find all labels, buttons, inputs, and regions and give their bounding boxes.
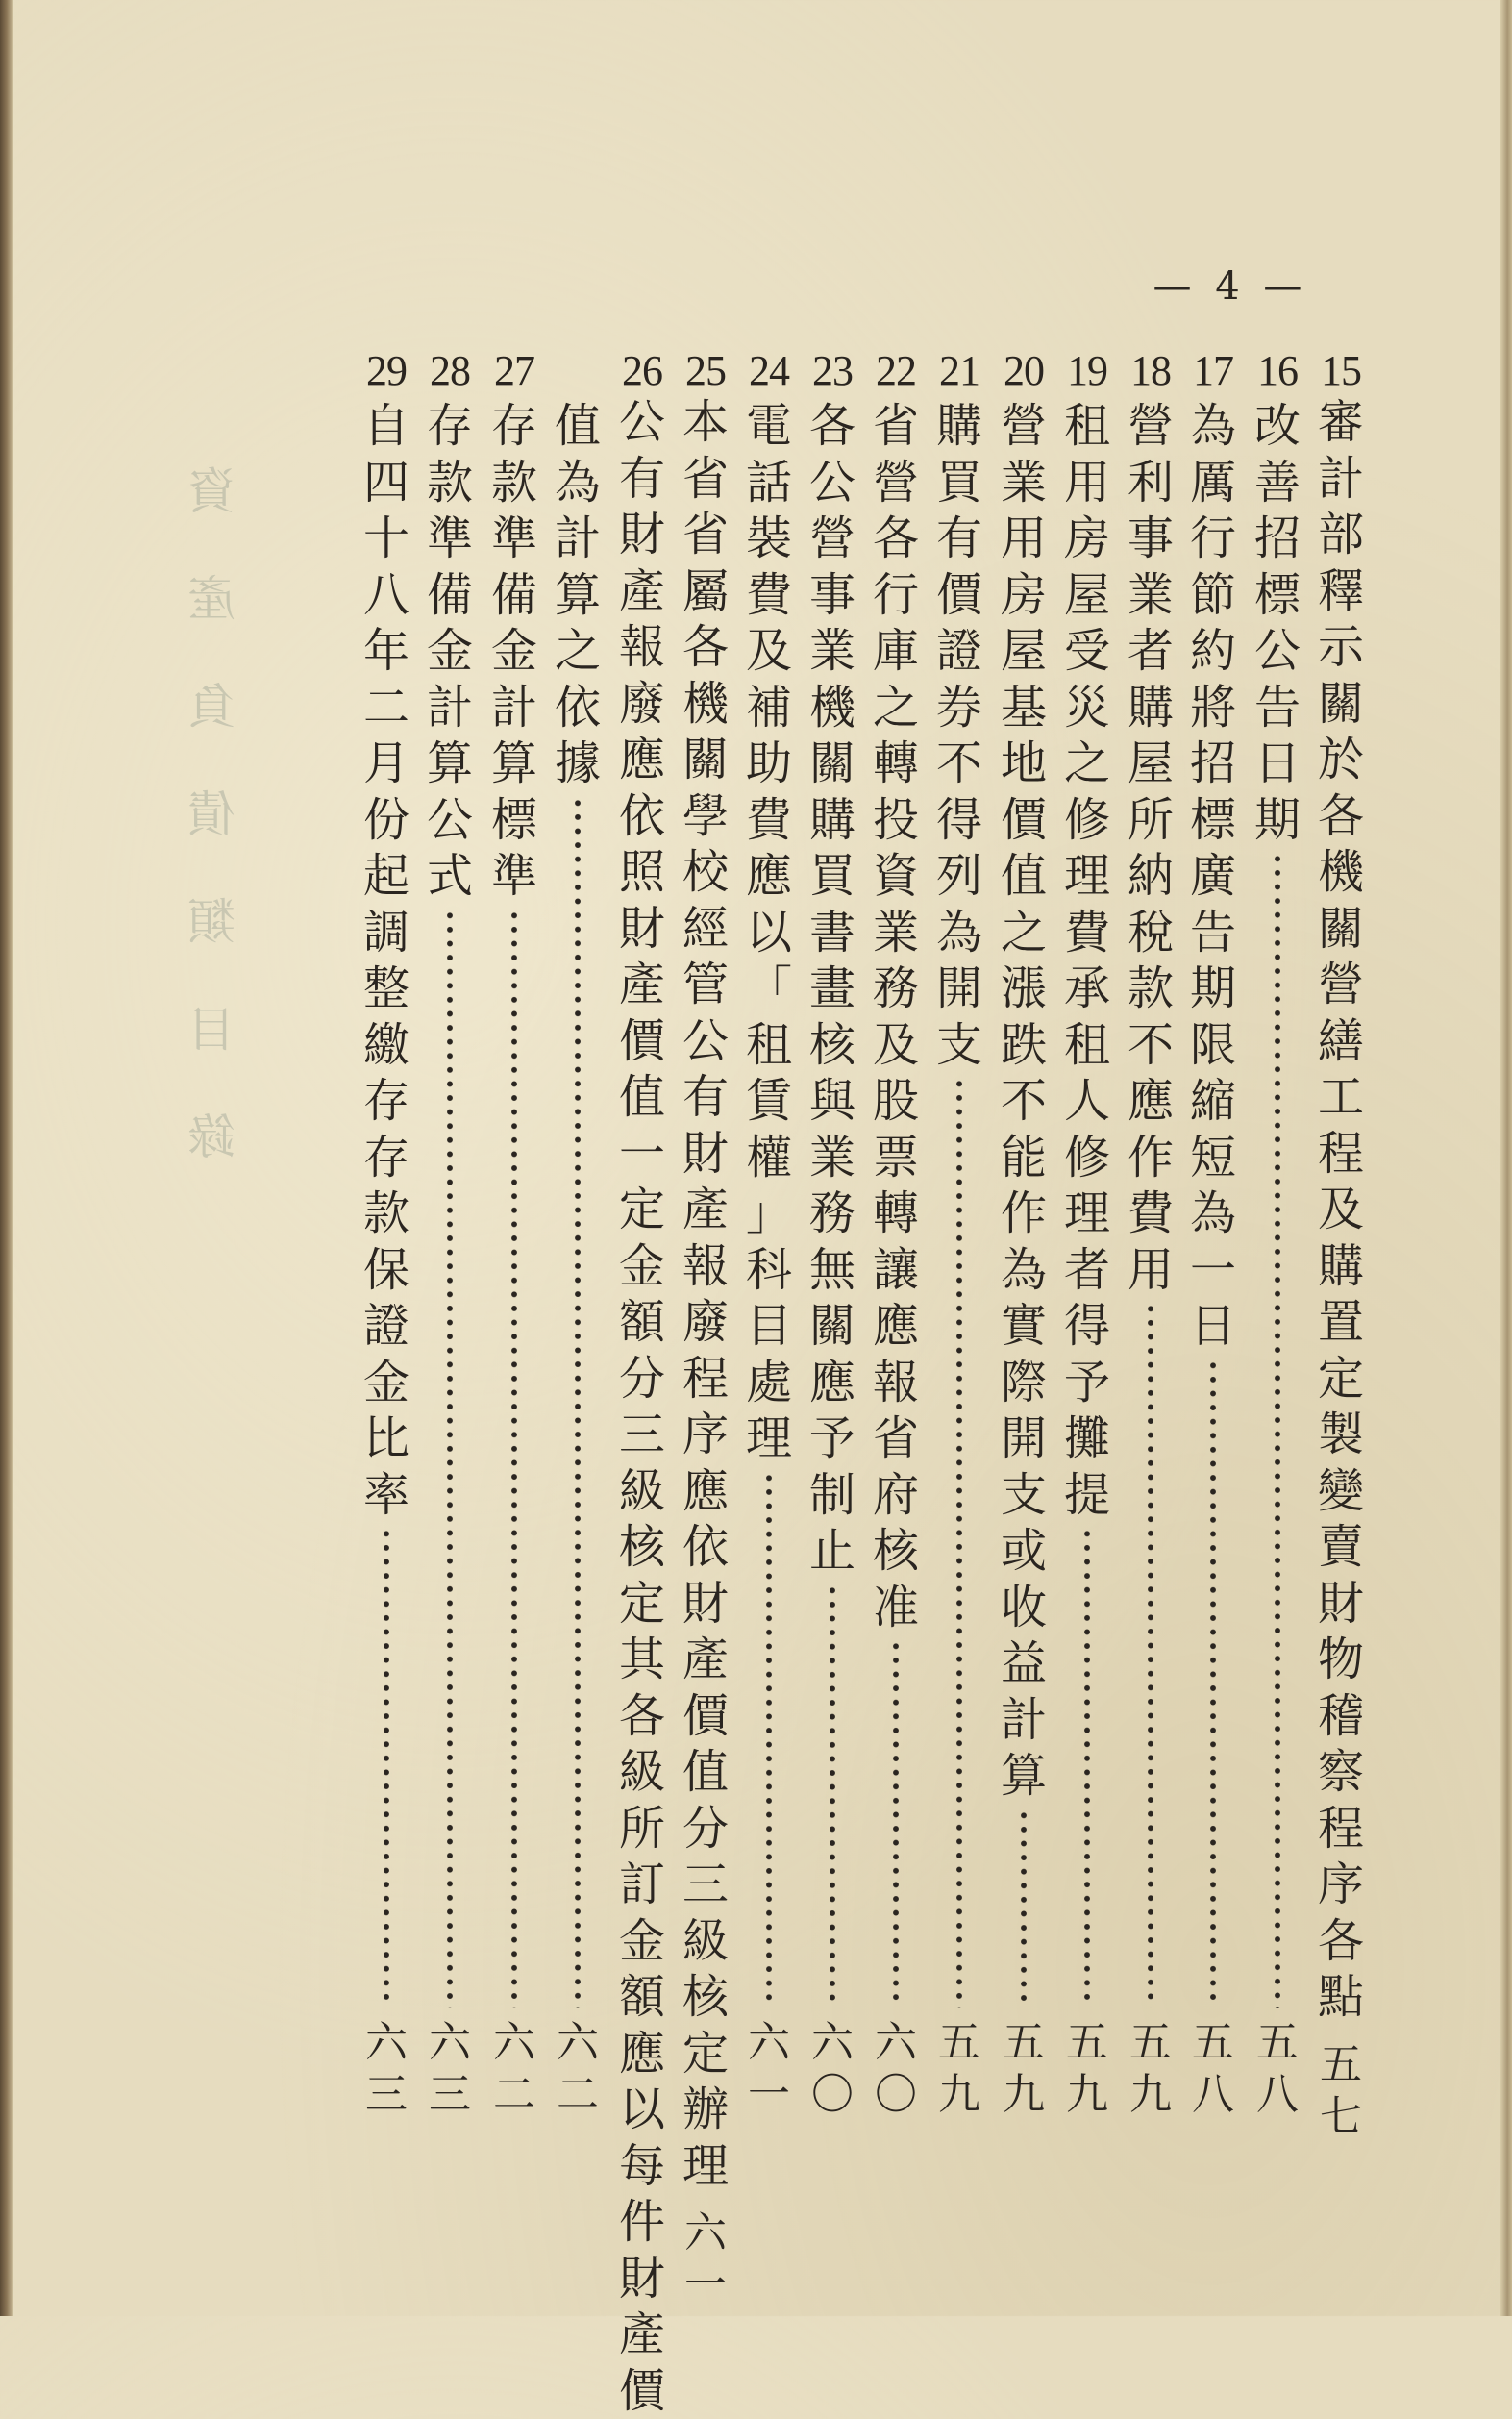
bleed-through-glyph: 負 (187, 679, 235, 735)
dot-leader (383, 1527, 390, 2008)
entry-page-number: 五 八 (1192, 2018, 1234, 2119)
dot-leader (955, 1077, 963, 2008)
entry-page-number: 五 九 (1066, 2018, 1108, 2119)
toc-entry[interactable] (1184, 348, 1242, 2121)
entry-title: 自 四 十 八 年 二 月 份 起 調 整 繳 存 存 款 保 證 金 比 率 (362, 399, 409, 1522)
bleed-through-glyph: 資 (187, 463, 235, 519)
entry-number: 16 (1257, 347, 1298, 394)
page-right-edge (1500, 0, 1512, 2316)
entry-number: 23 (812, 347, 853, 394)
dot-leader (446, 909, 454, 2008)
entry-page-number: 六 三 (365, 2018, 408, 2119)
entry-number: 25 (685, 347, 726, 394)
entry-title: 營 業 用 房 屋 基 地 價 值 之 漲 跌 不 能 作 為 實 際 開 支 或 收 益 計 算 (1000, 399, 1047, 1803)
dot-leader (574, 796, 582, 2008)
toc-entry[interactable] (613, 347, 671, 2418)
entry-number: 19 (1067, 347, 1107, 394)
entry-page-number: 五 九 (938, 2018, 980, 2119)
dot-leader (1083, 1527, 1091, 2008)
entry-title: 改 善 招 標 公 告 日 期 (1253, 399, 1301, 847)
page-number: — 4 — (1153, 264, 1308, 309)
entry-title: 公 有 財 產 報 廢 應 依 照 財 產 價 值 一 定 金 額 分 三 級 核 定 其 各 級 所 訂 金 額 應 以 每 件 財 產 價 (618, 395, 665, 2418)
entry-title: 存 款 準 備 金 計 算 公 式 (426, 399, 473, 903)
toc-entry[interactable] (1122, 348, 1179, 2121)
entry-number: 24 (749, 347, 789, 394)
bleed-through-text (183, 461, 240, 1215)
entry-number: 28 (430, 347, 470, 394)
entry-number: 20 (1004, 347, 1044, 394)
entry-number: 18 (1130, 347, 1171, 394)
dot-leader (892, 1639, 900, 2008)
entry-title: 本 省 省 屬 各 機 關 學 校 經 管 公 有 財 產 報 廢 程 序 應 依 財 產 價 值 分 三 級 核 定 辦 理 (682, 395, 729, 2193)
entry-page-number: 六 〇 (875, 2018, 917, 2119)
book-binding-edge (0, 0, 13, 2316)
toc-entry[interactable] (358, 348, 415, 2121)
entry-number: 29 (366, 347, 407, 394)
entry-number: 22 (876, 347, 916, 394)
toc-entry[interactable] (677, 347, 734, 2309)
entry-title: 電 話 裝 費 及 補 助 費 應 以 「 租 賃 權 」 科 目 處 理 (745, 399, 792, 1465)
bleed-through-glyph: 目 (187, 1002, 235, 1058)
toc-entry[interactable] (421, 348, 479, 2121)
toc-entry[interactable] (995, 348, 1053, 2121)
dot-leader (1274, 852, 1281, 2008)
bleed-through-glyph: 債 (187, 786, 235, 842)
dot-leader (510, 909, 518, 2008)
entry-page-number: 六 一 (748, 2018, 790, 2119)
toc-entry[interactable] (549, 398, 607, 2121)
dot-leader (1209, 1359, 1217, 2008)
toc-entry[interactable] (485, 348, 543, 2121)
entry-title: 值 為 計 算 之 依 據 (554, 399, 601, 790)
entry-title: 租 用 房 屋 受 災 之 修 理 費 承 租 人 修 理 者 得 予 攤 提 (1063, 399, 1110, 1522)
entry-number: 27 (494, 347, 534, 394)
entry-title: 各 公 營 事 業 機 關 購 買 書 畫 核 與 業 務 無 關 應 予 制 止 (808, 399, 855, 1578)
dot-leader (1020, 1808, 1028, 2008)
bleed-through-glyph: 錄 (187, 1110, 235, 1165)
entry-number: 17 (1193, 347, 1233, 394)
entry-title: 營 利 事 業 者 購 屋 所 納 稅 款 不 應 作 費 用 (1127, 399, 1174, 1297)
dot-leader (765, 1471, 773, 2008)
dot-leader (1147, 1302, 1154, 2008)
dot-leader (829, 1584, 836, 2008)
toc-entry[interactable] (804, 348, 861, 2121)
entry-number: 26 (622, 347, 662, 394)
entry-title: 購 買 有 價 證 券 不 得 列 為 開 支 (935, 399, 982, 1072)
bleed-through-glyph: 類 (187, 894, 235, 950)
toc-entry[interactable] (740, 348, 798, 2121)
entry-page-number: 六 二 (493, 2018, 535, 2119)
toc-entry[interactable] (1249, 348, 1306, 2121)
entry-page-number: 五 八 (1256, 2018, 1299, 2119)
entry-page-number: 六 〇 (811, 2018, 854, 2119)
entry-title: 審 計 部 釋 示 關 於 各 機 關 營 繕 工 程 及 購 置 定 製 變 賣 財 物 稽 察 程 序 各 點 (1317, 395, 1364, 2024)
entry-title: 省 營 各 行 庫 之 轉 投 資 業 務 及 股 票 轉 讓 應 報 省 府 核 准 (872, 399, 919, 1634)
toc-entry[interactable] (930, 348, 988, 2121)
entry-page-number: 六 二 (557, 2018, 599, 2119)
entry-page-number: 五 九 (1129, 2018, 1172, 2119)
entry-number: 21 (939, 347, 979, 394)
entry-title: 為 厲 行 節 約 將 招 標 廣 告 期 限 縮 短 為 一 日 (1189, 399, 1236, 1353)
entry-page-number: 六 一 (684, 2208, 727, 2309)
toc-entry[interactable] (1312, 347, 1370, 2141)
entry-title: 存 款 準 備 金 計 算 標 準 (490, 399, 537, 903)
entry-page-number: 五 七 (1320, 2039, 1362, 2141)
bleed-through-glyph: 產 (187, 571, 235, 627)
toc-entry[interactable] (1058, 348, 1116, 2121)
entry-page-number: 六 三 (429, 2018, 471, 2119)
entry-page-number: 五 九 (1003, 2018, 1045, 2119)
entry-number: 15 (1321, 347, 1361, 394)
toc-entry[interactable] (867, 348, 925, 2121)
